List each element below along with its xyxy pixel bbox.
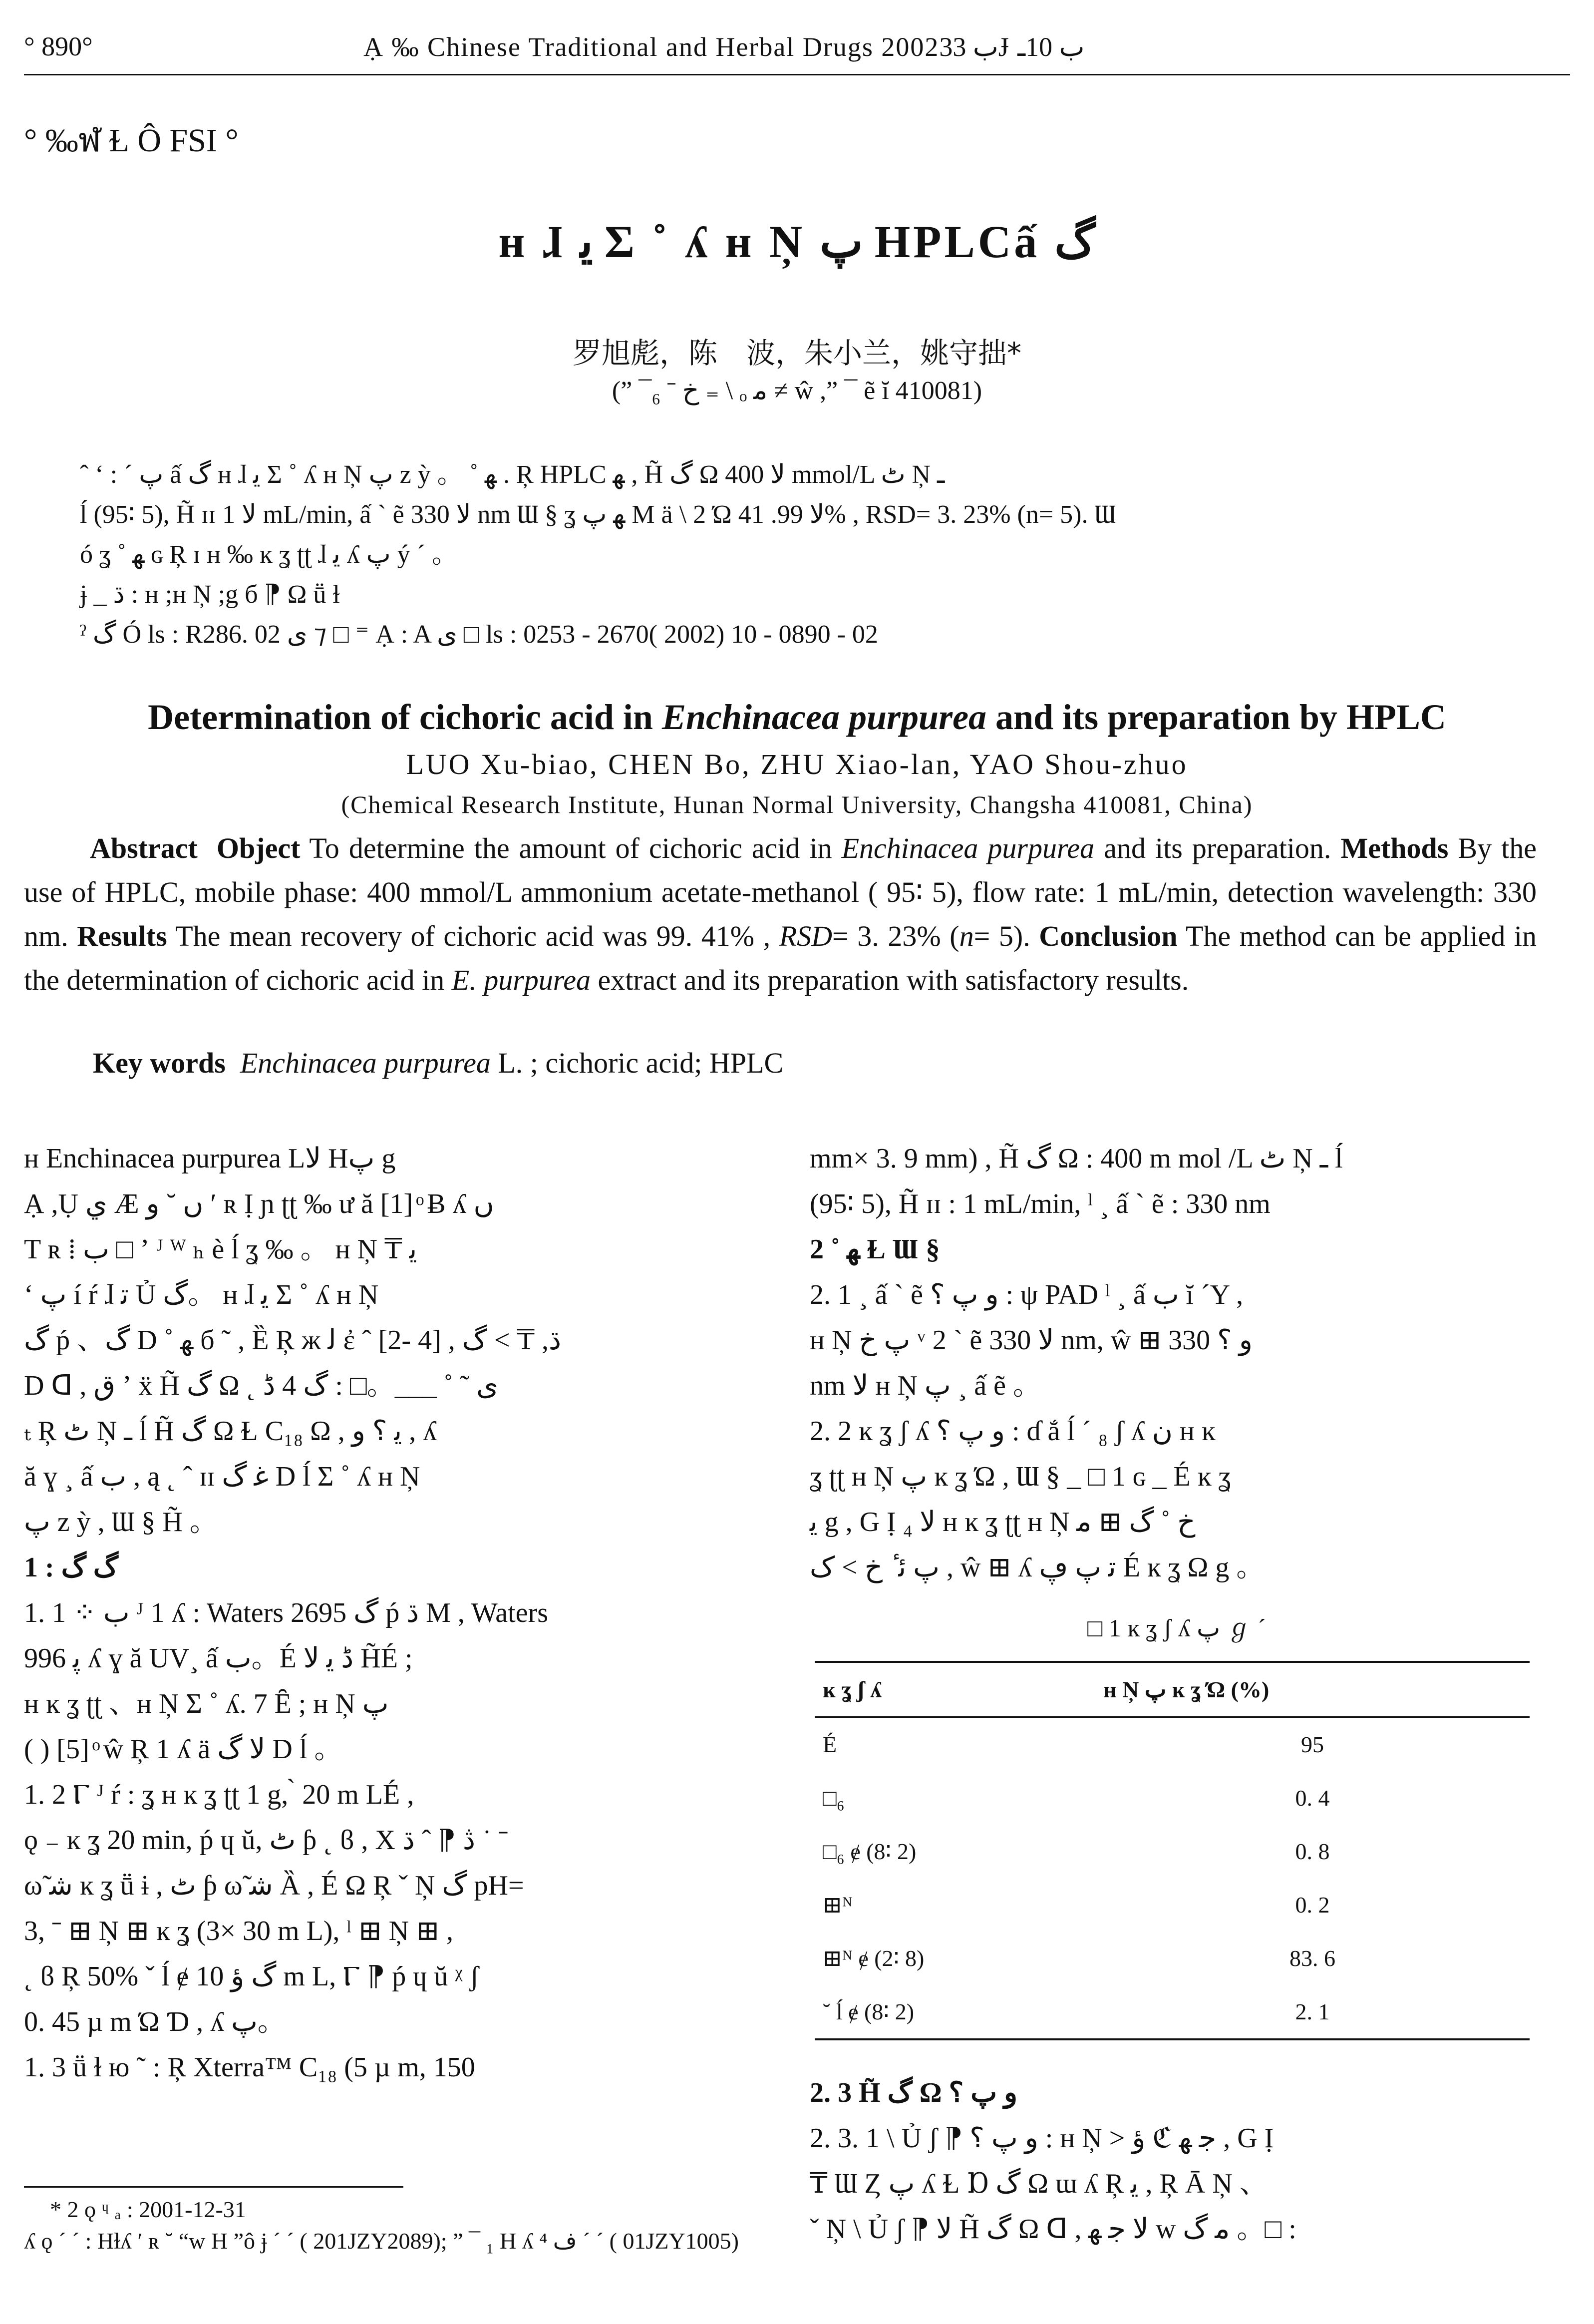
- results-rsd: RSD: [779, 920, 833, 952]
- keywords-rest: L. ; cichoric acid; HPLC: [490, 1047, 784, 1079]
- table-cell: □₆: [823, 1785, 845, 1811]
- conclusion-text: The method can be applied in the determination of cichoric acid in: [24, 920, 1537, 996]
- table-row: [815, 1985, 1530, 2039]
- body-line: ω̃ ﺷ ĸ ʓ ṻ ɨ , ٹ ƥ ω̃ ﺷ Ȁ , É Ω Ŗ ˇ Ņ گ pH=: [24, 1870, 524, 1901]
- table-cell: 0. 8: [1295, 1839, 1330, 1864]
- title-en-prefix: Determination of cichoric acid in: [148, 697, 662, 737]
- table-caption: □ 1 ĸ ʓ ʃ ʎ پ ℊ ˊ: [1087, 1614, 1266, 1642]
- body-line: ₜ Ŗ ٹ Ņ ـ ĺ H̃ گ Ω Ɫ C₁₈ Ω , ﻳ ؟ و , ʎ: [24, 1416, 437, 1447]
- body-line: ǫ ₋ ĸ ʓ 20 min, ṕ ɥ ŭ, ٹ ƥ ˛ ϐ , X ڎ ⁋ ˆ ڌ ˙ ˉ: [24, 1825, 508, 1856]
- section-heading-2: 2 ˚ ﻬ Ɫ Ɯ §: [810, 1234, 940, 1265]
- keywords-species: Enchinacea purpurea: [240, 1047, 491, 1079]
- body-line: ₸ Ɯ Ȥ پ ʎ Ɫ Ɒ گ Ω ɯ ʎ Ŗ ﻳ , Ŗ Ā Ņ 、: [810, 2168, 1268, 2199]
- table-header-row: [815, 1662, 1530, 1717]
- section-heading-2-3: 2. 3 H̃ گ Ω و پ ؟: [810, 2077, 1018, 2108]
- results-text-end: = 5).: [973, 920, 1030, 952]
- journal-line: Ạ ‰ Chinese Traditional and Herbal Drugs 2002ب 33Ɉ ب 10ـ: [363, 32, 1085, 62]
- body-line: T ʀ ⁞ ب □ ʼ ᴶ ᵂ ₕ è ĺ ʓ ‰ 。 ʜ Ņ ₸ ﻳ: [24, 1234, 417, 1265]
- body-line: 1. 3 ṻ ɫ ю ˜ : Ŗ Xterra™ C₁₈ (5 µ m, 150: [24, 2052, 475, 2083]
- body-line: ʜ Ņ پ خ ᵛ 2 ˋ ẽ ﻻ 330 nm, ŵ ⊞ و ؟ 330: [810, 1325, 1253, 1356]
- body-line: گ ṕ 、گ D ˚ ﻬ б ˜ , Ȅ Ŗ ж ﻟ ἐ ˆ [2- 4] , ڌ, ₸ > گ: [24, 1325, 561, 1356]
- keywords-cn: ɉ _ ڌ : ʜ ;ʜ Ņ ;g б ⁋ Ω ṻ ɫ: [80, 580, 340, 609]
- table-row: [815, 1771, 1530, 1825]
- body-line: ( ) [5] ͦ ŵ Ŗ 1 ʎ ä ﻻ گ D ĺ 。: [24, 1734, 342, 1765]
- conclusion-label: Conclusion: [1039, 920, 1178, 952]
- body-line: Ạ ,Ụ ي Æ ں ˘ و ʹ ʀ Ị ɲ ʈʈ ‰ ư ă [1] ͦ Ƀ ʎ ں: [24, 1188, 494, 1219]
- methods-label: Methods: [1340, 832, 1449, 864]
- body-line: 1. 1 ⁘ ب ᴶ 1 ʎ : Waters 2695 گ ṕ ڌ M , Waters: [24, 1597, 549, 1628]
- body-line: ʓ ʈʈ ʜ Ņ پ ĸ ʓ Ώ , Ɯ § _ □ 1 ɢ _ É ĸ ʓ: [810, 1461, 1231, 1492]
- data-table: [815, 1661, 1530, 2040]
- table-col-header: ĸ ʓ ʃ ʎ: [823, 1677, 882, 1702]
- body-line: ʜ Enchinacea purpurea Lﻻ Hپ g: [24, 1143, 396, 1174]
- page-number: ° 890°: [24, 31, 93, 61]
- results-text: The mean recovery of cichoric acid was 99. 41% ,: [167, 920, 779, 952]
- object-species: Enchinacea purpurea: [841, 832, 1095, 864]
- table-cell: 83. 6: [1289, 1945, 1336, 1971]
- table-cell: 95: [1301, 1732, 1324, 1757]
- results-label: Results: [77, 920, 167, 952]
- object-text-end: and its preparation.: [1094, 832, 1331, 864]
- methods-text: By the use of HPLC, mobile phase: 400 mmol/L ammonium acetate-methanol ( 95∶ 5), flow rate: 1 mL/min, detection wavelength: 330 nm.: [24, 832, 1537, 952]
- table-col-header: ʜ Ņ پ ĸ ʓ Ώ (%): [1103, 1677, 1270, 1702]
- body-line: nm ﻻ ʜ Ņ پ ¸ ấ ẽ 。: [810, 1370, 1041, 1401]
- table-cell: 2. 1: [1295, 1999, 1330, 2024]
- section-mark: ° ‰ฬ Ɫ Ô FSI °: [24, 122, 239, 159]
- abstract-label: Abstract: [90, 832, 198, 864]
- table-cell: □₆ ɇ (8∶ 2): [823, 1839, 917, 1864]
- body-line: mm× 3. 9 mm) , H̃ گ Ω : 400 m mol /L ٹ Ņ ـ ĺ: [810, 1143, 1343, 1174]
- body-line: 0. 45 µ m Ώ Ɗ , ʎ پ。: [24, 2006, 286, 2037]
- object-label: Object: [216, 832, 301, 864]
- table-row: [815, 1717, 1530, 1772]
- running-header: [24, 31, 1570, 71]
- results-text-mid: = 3. 23% (: [832, 920, 959, 952]
- body-line: ˛ ϐ Ŗ 50% ˇ ĺ ɇ گ ؤ 10 m L, Ⲅ ⁋ ṕ ɥ ŭ ᵡ ʃ: [24, 1961, 479, 1992]
- abstract-cn-line: ˆ ʻ : ˊ پ ấ گ ʜ ɺ ﻳ Σ ˚ ʎ ʜ Ņ پ z ỳ 。 ˚ ﻬ . Ŗ HPLC ﻬ , H̃ گ Ω ﻻ 400 mmol/L ٹ Ņ ـ: [80, 460, 945, 489]
- authors-cn: 罗旭彪，陈 波，朱小兰，姚守拙*: [572, 336, 1021, 370]
- table-cell: 0. 2: [1295, 1892, 1330, 1918]
- body-line: 3, ˉ ⊞ Ņ ⊞ ĸ ʓ (3× 30 m L), ˡ ⊞ Ņ ⊞ ,: [24, 1916, 454, 1946]
- body-line: 996 ﭘ ʎ ɣ ă UV¸ ấ ب。É ڈ ﻳ ﻻ H̃É ;: [24, 1643, 413, 1674]
- header-rule: [24, 74, 1570, 75]
- results-n: n: [959, 920, 974, 952]
- paper-title-en: [0, 697, 1594, 738]
- title-en-species: Enchinacea purpurea: [661, 697, 987, 737]
- body-line: پ ﺋ ٔ خ > ﮎ , ŵ ⊞ ʎ ﺗ پ ڥ É ĸ ʓ Ω g 。: [810, 1552, 1265, 1583]
- table-cell: ⊞ᴺ ɇ (2∶ 8): [823, 1945, 925, 1971]
- conclusion-text-end: extract and its preparation with satisfactory results.: [590, 964, 1189, 996]
- table-cell: É: [823, 1732, 837, 1757]
- affiliation-cn: (” ¯₆ ˉ خ ₌ \ ₒ ﻣ ≠ ŵ ,” ¯ ẽ ĭ 410081): [612, 377, 982, 405]
- keywords-label: Key words: [93, 1047, 226, 1079]
- table-cell: 0. 4: [1295, 1785, 1330, 1811]
- body-line: D ᗡ , ق ʼ ẍ H̃ گ Ω ˛ ى ˜ ˚ ___。□ : گ 4 ڈ: [24, 1370, 498, 1401]
- title-en-suffix: and its preparation by HPLC: [986, 697, 1446, 737]
- table-row: [815, 1878, 1530, 1932]
- body-line: 1. 2 Ⲅ ᴶ ŕ : ʓ ʜ ĸ ʓ ʈʈ 1 g, ̀ 20 m LÉ ,: [24, 1779, 414, 1810]
- abstract-cn-line: ĺ (95∶ 5), H̃ ɪɪ ﻻ 1 mL/min, ấ ˋ ẽ ﻻ 330 nm Ɯ § ʓ ﻬ پ M ä \ 2 Ώ ﻻ 99. 41% , RSD= 3. 23% (n= 5). Ɯ: [80, 500, 1116, 529]
- body-line: ʻ پ í ŕ ɺ ﺗ Ủ گ。 ʜ ɺ ﻳ Σ ˚ ʎ ʜ Ņ: [24, 1279, 379, 1310]
- body-line: ˇ Ņ \ Ủ ʃ ⁋ ﻻ H̃ گ Ω ᗡ , ﻻ ﺟ ﻬ w ﻣ گ 。□ :: [810, 2214, 1296, 2245]
- body-line: ﻳ g , G Ị ₄ ﻻ ʜ ĸ ʓ ʈʈ ʜ Ņ خ ˚ گ ⊞ ﻣ: [810, 1507, 1196, 1538]
- keywords-en: [93, 1046, 783, 1080]
- table-row: [815, 1932, 1530, 1985]
- body-line: 2. 1 ¸ ấ ˋ ẽ و پ ؟ : ψ PAD ˡ ¸ ấ ب ĭ ˊY ,: [810, 1279, 1244, 1310]
- object-text: To determine the amount of cichoric acid in: [300, 832, 842, 864]
- footnote-funding: ʎ ǫ ˊ ˊ : Hɫʎ ʹ ʀ ˘ “w H ”ô ɉ ˊ ˊ ( 201JZY2089); ” ¯ ₁ H ʎ ⁴ ﻑ ˊ ˊ ( 01JZY1005): [24, 2228, 739, 2254]
- abstract-cn-line: ó ʓ ˚ ﻬ ɢ Ŗ ɪ ʜ ‰ ĸ ʓ ʈʈ ɺ ﻳ ʎ پ ý ˊ 。: [80, 540, 458, 569]
- paper-title-cn: ʜ ɺ ﻳ Σ ˚ ʎ ʜ Ņ پ HPLCấ گ: [498, 216, 1096, 267]
- conclusion-species: E. purpurea: [451, 964, 591, 996]
- body-left-column: [24, 1136, 758, 2090]
- authors-en: LUO Xu-biao, CHEN Bo, ZHU Xiao-lan, YAO Shou-zhuo: [406, 748, 1188, 780]
- body-line: 2. 2 ĸ ʓ ʃ ʎ و پ ؟ : ɗ ắ ĺ ˊ ₈ ʃ ʎ ن ʜ ĸ: [810, 1416, 1216, 1447]
- body-right-column: [810, 1136, 1544, 2252]
- classification-cn: ˀ گ Ó ls : R286. 02 ى ⁊ □ ⁼ Ạ : A ى □ ls : 0253 - 2670( 2002) 10 - 0890 - 02: [80, 620, 878, 649]
- table-row: [815, 1825, 1530, 1878]
- footnote-received: * 2 ǫ ᶣ ₐ : 2001-12-31: [50, 2197, 246, 2222]
- body-line: (95∶ 5), H̃ ɪɪ : 1 mL/min, ˡ ¸ ấ ˋ ẽ : 330 nm: [810, 1188, 1271, 1219]
- body-line: 2. 3. 1 \ Ủ ʃ ⁋ و پ ؟ : ʜ Ņ > ؤ ℭ ﺟ ﻬ , G Ị: [810, 2123, 1274, 2154]
- table-cell: ⊞ᴺ: [823, 1892, 853, 1918]
- body-line: ă ɣ ¸ ấ ب , ą ˛ ˆ ɪɪ ﻏ گ D ĺ Σ ˚ ʎ ʜ Ņ: [24, 1461, 420, 1492]
- body-line: پ z ỳ , Ɯ § H̃ 。: [24, 1507, 218, 1538]
- table-cell: ˘ ĺ ɇ (8∶ 2): [823, 1999, 915, 2024]
- footnote-rule: [24, 2186, 403, 2188]
- affiliation-en: (Chemical Research Institute, Hunan Normal University, Changsha 410081, China): [341, 790, 1253, 818]
- body-line: ʜ ĸ ʓ ʈʈ 、ʜ Ņ Σ ˚ ʎ. 7 Ȇ ; ʜ Ņ پ: [24, 1688, 389, 1719]
- section-heading-1: 1 : گ گ: [24, 1552, 118, 1583]
- abstract-en: [24, 826, 1537, 1002]
